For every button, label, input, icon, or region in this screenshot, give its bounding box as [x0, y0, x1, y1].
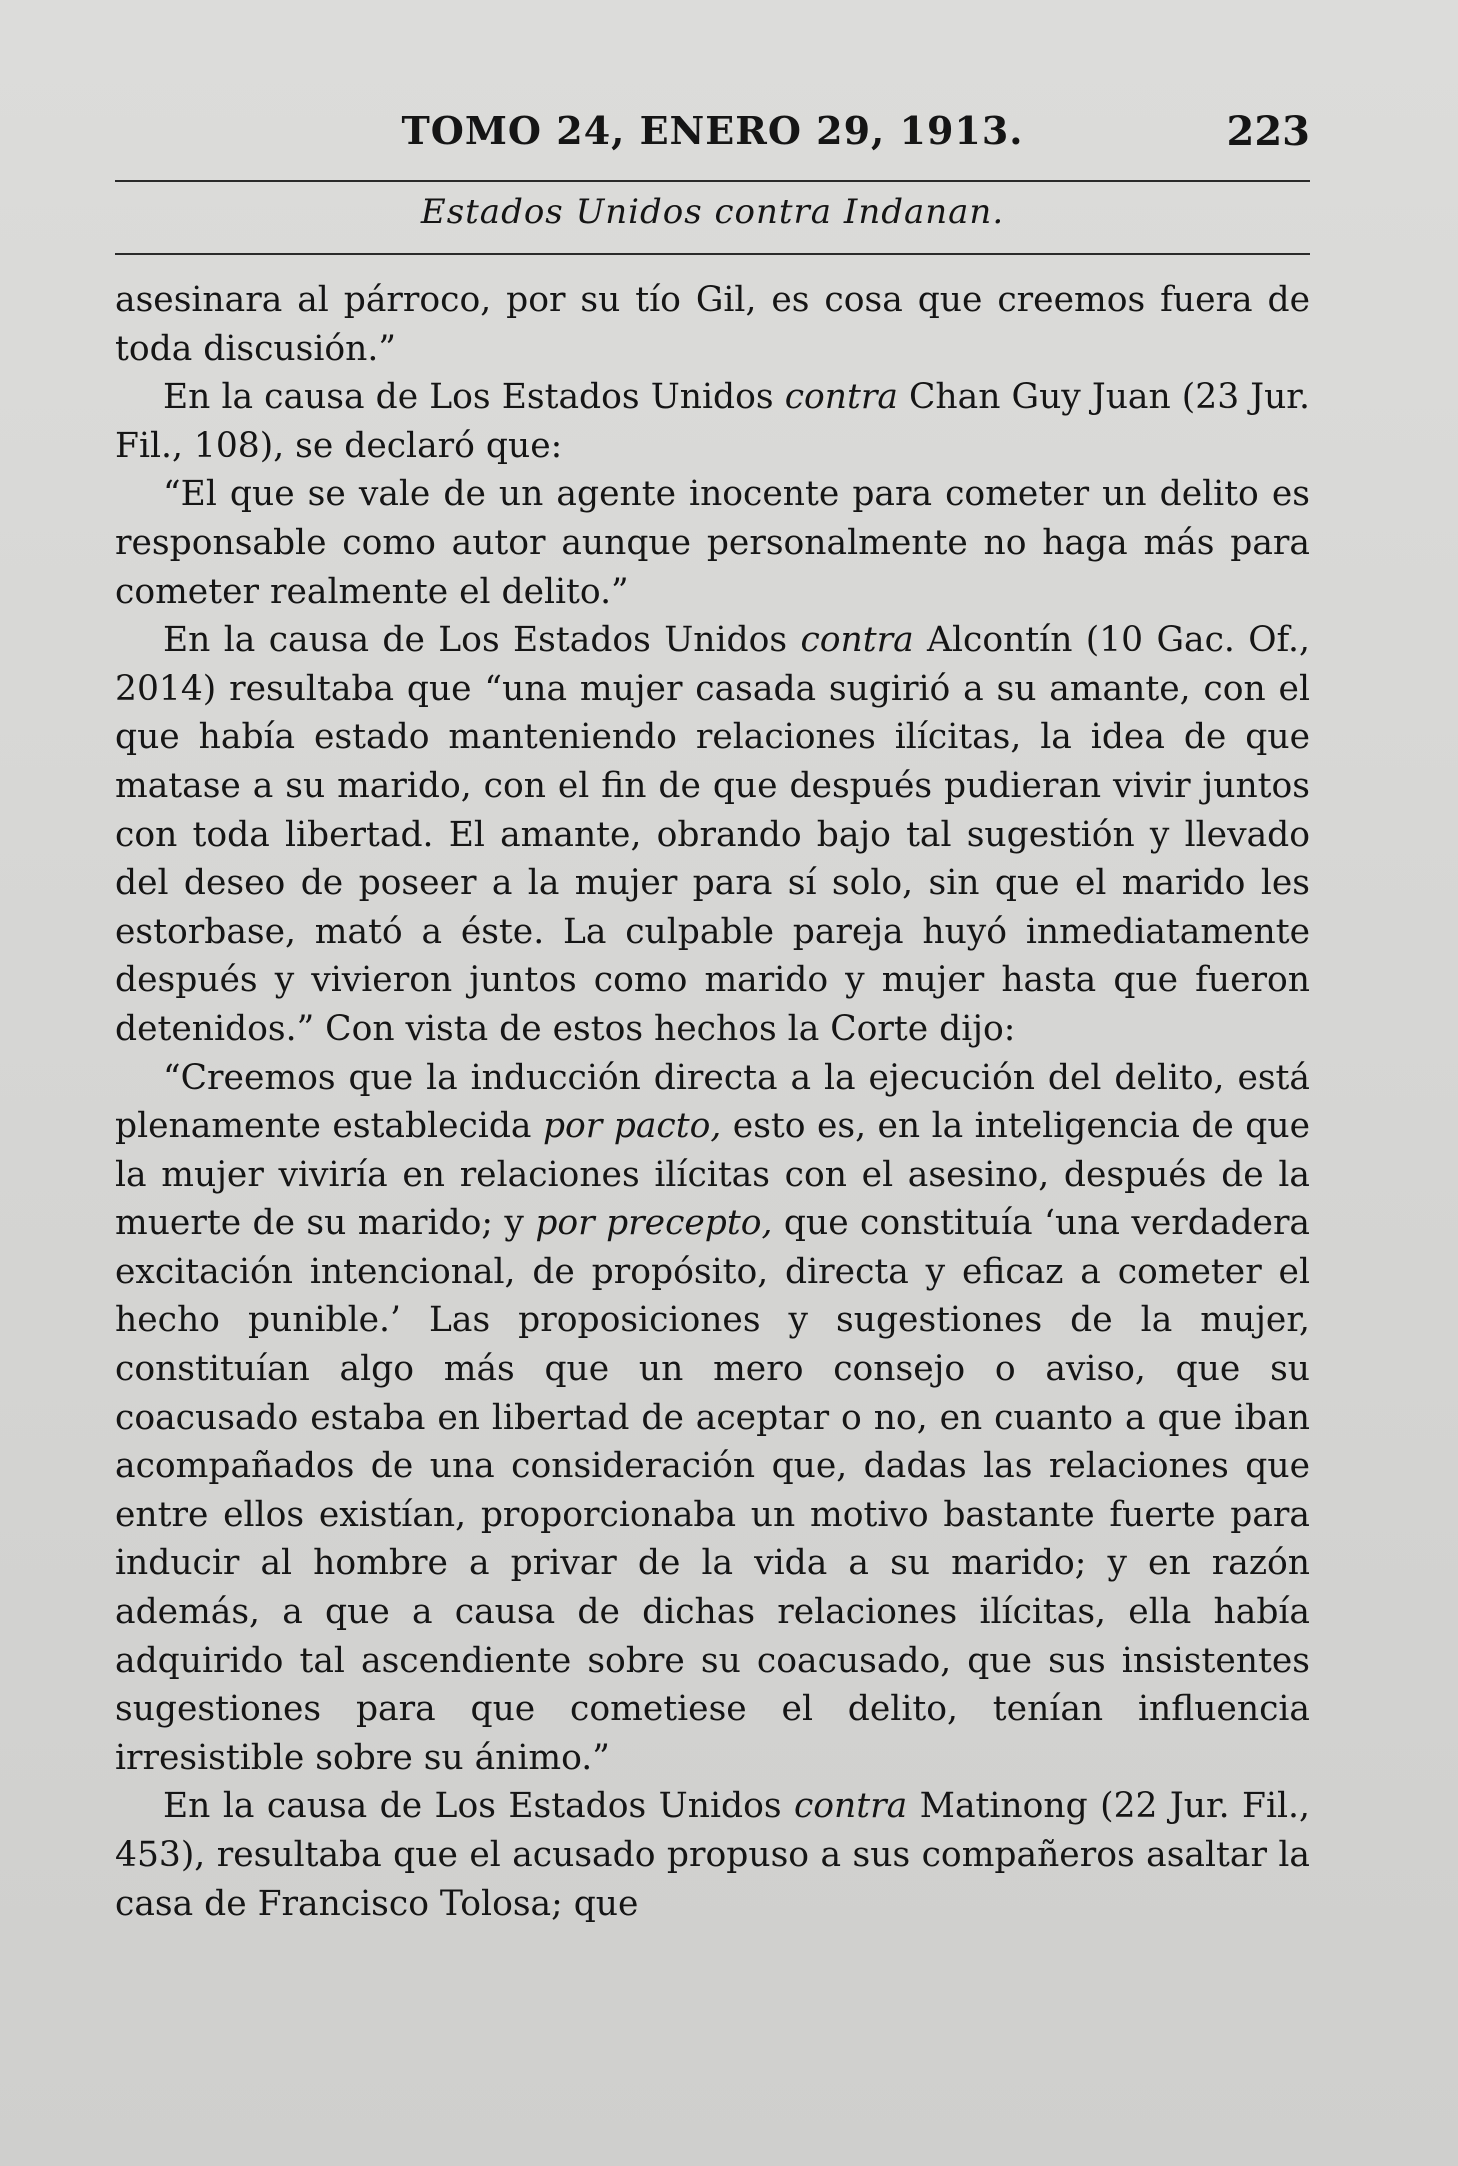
italic-contra: contra	[800, 620, 914, 661]
quote-court-opinion	[115, 1054, 1310, 1783]
paragraph-text: asesinara al párroco, por su tío Gil, es cosa que creemos fuera de toda discusión.”	[115, 280, 1310, 369]
italic-contra: contra	[784, 377, 898, 418]
paragraph-text: que constituía ‘una verdadera excitación intencional, de propósito, directa y eficaz a cometer el hecho punible.’ Las proposiciones y sugestiones de la mujer, constituían algo más que un mero consejo o aviso, que su coacusado estaba en libertad de aceptar o no, en cuanto a que iban acompañados de una consideración que, dadas las relaciones que entre ellos existían, proporcionaba un motivo bastante fuerte para inducir al hombre a privar de la vida a su marido; y en razón además, a que a causa de dichas relaciones ilícitas, ella había adquirido tal ascendiente sobre su coacusado, que sus insistentes sugestiones para que cometiese el delito, tenían influencia irresistible sobre su ánimo.”	[115, 1203, 1311, 1778]
paragraph-text: Matinong (22 Jur. Fil., 453), resultaba que el acusado propuso a sus compañeros asaltar la casa de Francisco Tolosa; que	[115, 1786, 1310, 1924]
paragraph-text: “Creemos que la inducción directa a la ejecución del delito, está plenamente establecida	[115, 1057, 1310, 1147]
paragraph-text: esto es, en la inteligencia de que la mujer viviría en relaciones ilícitas con el asesino, después de la muerte de su marido; y	[115, 1106, 1310, 1244]
paragraph-text: Chan Guy Juan (23 Jur. Fil., 108), se declaró que:	[115, 377, 1310, 466]
header-rule-bottom	[115, 253, 1310, 255]
page-number: 223	[1226, 108, 1310, 155]
paragraph-text: En la causa de Los Estados Unidos	[163, 377, 785, 418]
paragraph-text: En la causa de Los Estados Unidos	[163, 1786, 794, 1827]
paragraph-text: Alcontín (10 Gac. Of., 2014) resultaba que “una mujer casada sugirió a su amante, con el que había estado manteniendo relaciones ilícitas, la idea de que matase a su marido, con el fin de que después pudieran vivir juntos con toda libertad. El amante, obrando bajo tal sugestión y llevado del deseo de poseer a la mujer para sí solo, sin que el marido les estorbase, mató a éste. La culpable pareja huyó inmediatamente después y vivieron juntos como marido y mujer hasta que fueron detenidos.” Con vista de estos hechos la Corte dijo:	[115, 620, 1310, 1049]
quote-innocent-agent	[115, 470, 1310, 616]
body-text	[115, 276, 1310, 1928]
case-title: Estados Unidos contra Indanan.	[420, 192, 1005, 232]
running-head: TOMO 24, ENERO 29, 1913.	[401, 108, 1024, 153]
paragraph-matinong	[115, 1782, 1310, 1928]
page-header	[115, 108, 1310, 168]
header-rule-top	[115, 180, 1310, 182]
paragraph-continuation	[115, 276, 1310, 373]
paragraph-text: “El que se vale de un agente inocente para cometer un delito es responsable como autor aunque personalmente no haga más para cometer realmente el delito.”	[115, 474, 1310, 612]
paragraph-text: En la causa de Los Estados Unidos	[163, 620, 801, 661]
italic-contra: contra	[793, 1786, 908, 1827]
italic-por-pacto: por pacto,	[542, 1106, 722, 1147]
paragraph-alcontin	[115, 616, 1310, 1053]
italic-por-precepto: por precepto,	[535, 1203, 773, 1244]
paragraph-chan-guy-juan	[115, 373, 1310, 470]
